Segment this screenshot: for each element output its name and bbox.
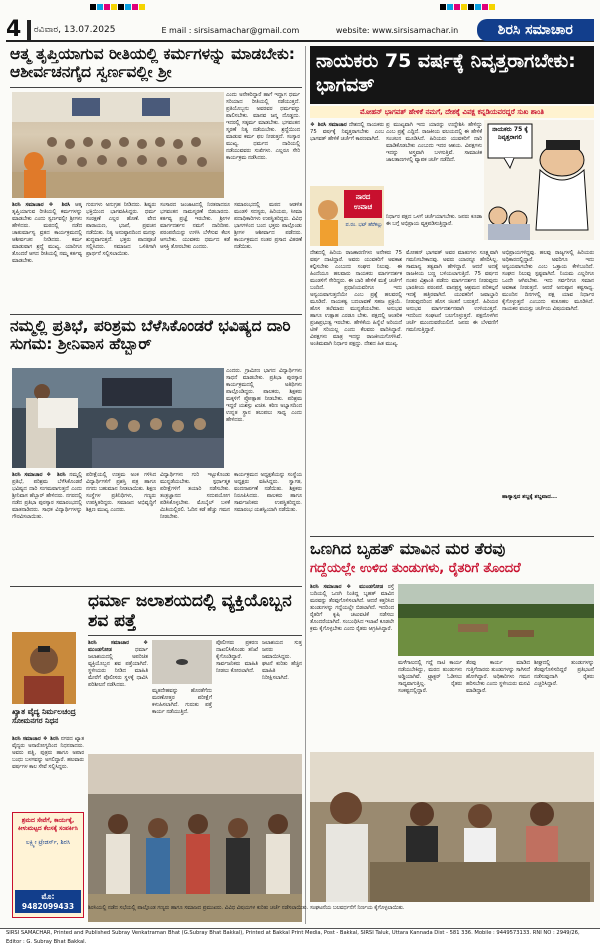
story4-headline: ಒಣಗಿದ ಬೃಹತ್ ಮಾವಿನ ಮರ ತೆರವು (310, 540, 506, 558)
story2-dateline: ❖ ಶಿರಸಿ ಸಮಾಚಾರ (310, 122, 347, 128)
story3-headline-box (10, 318, 302, 364)
story3-dateline: ಶಿರಸಿ ಸಮಾಚಾರ ❖ ಶಿರಸಿ (12, 472, 66, 478)
story3-col-4: ಕಾರ್ಯಕ್ರಮದ ಅಧ್ಯಕ್ಷತೆಯನ್ನು ಸಂಸ್ಥೆಯ ಅಧ್ಯಕ್ಷರು ವಹಿಸಿದ್ದರು. ಸ್ವಾಗತ, ವಂದನಾರ್ಪಣೆ ನಡೆಯಿತು. ಶಿಕ್ಷಕರು ನಿರೂಪಿಸಿದರು. ಪಾಲಕರು ಹಾಗೂ ಸಾರ್ವಜನಿಕರು ಉಪಸ್ಥಿತರಿದ್ದರು. ಸಮಾರಂಭ ಯಶಸ್ವಿಯಾಗಿ ನಡೆಯಿತು. (234, 472, 302, 513)
story2-tagline-box (502, 494, 594, 532)
story1-headline: ಆತ್ಮ ತೃಪ್ತಿಯಾಗುವ ರೀತಿಯಲ್ಲಿ ಕರ್ಮಗಳನ್ನು ಮಾಡಬೇಕು: ಆಶೀರ್ವಚನಗೈದ ಸ್ವರ್ಣವಲ್ಲೀ ಶ್ರೀ (10, 46, 295, 81)
obituary-text: ಶಿರಸಿ ಸಮಾಚಾರ ❖ ಶಿರಸಿ ನಗರದ ಖ್ಯಾತ ವೈದ್ಯರು ಅನಾರೋಗ್ಯದಿಂದ ನಿಧನರಾದರು. ಅವರು ಪತ್ನಿ, ಪುತ್ರರು ಹಾಗೂ ಅಪಾರ ಬಂಧು ಬಳಗವನ್ನು ಅಗಲಿದ್ದಾರೆ. ಹಲವಾರು ವರ್ಷಗಳ ಕಾಲ ಸೇವೆ ಸಲ್ಲಿಸಿದ್ದರು. (12, 736, 84, 770)
story4-col-4: ಶೀಘ್ರದಲ್ಲಿ ತುಂಡುಗಳನ್ನು ತೆರವುಗೊಳಿಸದಿದ್ದರೆ ಪ್ರತಿಭಟನೆ ನಡೆಸುವುದಾಗಿ ರೈತರು ಎಚ್ಚರಿಸಿದ್ದಾರೆ. (534, 660, 594, 687)
obituary-photo (12, 632, 76, 704)
issue-date: ರವಿವಾರ, 13.07.2025 (33, 25, 116, 35)
water-photo (152, 640, 212, 684)
seminar-hall-photo (12, 92, 224, 198)
story2-col-1: ದೇಶದಲ್ಲಿ ಹಿರಿಯ ರಾಜಕಾರಣಿಗಳು ಅನೇಕರು 75 ವರ್ಷ ದಾಟಿದ್ದಾರೆ. ಅವರು ಯುವಕರಿಗೆ ಅವಕಾಶ ಕಲ್ಪಿಸಬೇಕು ಎಂಬುದು ಸಂಘದ ನಿಲುವು. ಈ ಹಿಂದೆಯೂ ಹಲವಾರು ನಾಯಕರು ಮಾರ್ಗದರ್ಶಕ ಮಂಡಳಿಗೆ ಸೇರಿದ್ದರು. ಈ ಬಾರಿ ಹೇಳಿಕೆ ಮತ್ತೆ ಚರ್ಚೆಗೆ ಬಂದಿದೆ. ಪ್ರಧಾನಿಯವರಿಗೂ ಇದು ಅನ್ವಯವಾಗುತ್ತದೆಯೇ ಎಂಬ ಪ್ರಶ್ನೆ ಹಲವರಲ್ಲಿ ಮೂಡಿದೆ. ನಾಯಕತ್ವ ಬದಲಾವಣೆ ಸಹಜ ಪ್ರಕ್ರಿಯೆ. ಹೊಸ ತಲೆಮಾರು ಮುನ್ನಡೆಯಬೇಕು. ಅನುಭವ ಹಾಗೂ ಉತ್ಸಾಹ ಎರಡೂ ಬೇಕು. ಪಕ್ಷದಲ್ಲಿ ಆಂತರಿಕ ಪ್ರಜಾಪ್ರಭುತ್ವ ಇರಬೇಕು. ಹೇಳಿಕೆಯ ಹಿನ್ನೆಲೆ ಅರಿಯದೆ ಟೀಕೆ ಸರಿಯಲ್ಲ ಎಂದು ಕೆಲವರು ವಾದಿಸಿದ್ದಾರೆ. ವಿಪಕ್ಷಗಳು ಮಾತ್ರ ಇದನ್ನು ರಾಜಕೀಯಗೊಳಿಸಿವೆ. ಅಂತಿಮವಾಗಿ ನಿರ್ಧಾರ ಪಕ್ಷದ್ದು. ದೇಶದ ಹಿತ ಮುಖ್ಯ. (310, 250, 402, 347)
group-photo (88, 754, 302, 922)
story3-col-side: ಎಂದರು. ಗ್ರಾಮೀಣ ಭಾಗದ ವಿದ್ಯಾರ್ಥಿಗಳು ಸಾಧನೆ ಮಾಡಬೇಕು. ಪ್ರತಿಭಾ ಪುರಸ್ಕಾರ ಕಾರ್ಯಕ್ರಮದಲ್ಲಿ ಅತಿಥಿಗಳು ಪಾಲ್ಗೊಂಡಿದ್ದರು. ಪಾಲಕರು, ಶಿಕ್ಷಕರು ಮಕ್ಕಳಿಗೆ ಪ್ರೋತ್ಸಾಹ ನೀಡಬೇಕು. ಪರಿಶ್ರಮ ಇದ್ದರೆ ಯಶಸ್ಸು ಖಚಿತ. ಕಠಿಣ ಅಭ್ಯಾಸದಿಂದ ಉನ್ನತ ಸ್ಥಾನ ತಲುಪಲು ಸಾಧ್ಯ ಎಂದು ಹೇಳಿದರು. (226, 368, 302, 423)
page-footer (0, 928, 600, 946)
imprint-line: SIRSI SAMACHAR, Printed and Published Subray Venkatraman Bhat (G.Subray Bhat Bakkal), Printed at Bakkal Print Media, Post - Bakkal, SIRSI Taluk, Uttara Kannada Dist - 581 336. Mobile : 9449573133. RNI NO : 2949/26, Editor : G. Subray Bhat Bakkal. (6, 929, 580, 945)
story2-tagline: ಹಾಸ್ಯಾಸ್ಪದ ಶಬ್ದಕ್ಕೆ ಶಬ್ದವಾದ... (502, 494, 558, 500)
story3-headline: ನಮ್ಮಲ್ಲಿ ಪ್ರತಿಭೆ, ಪರಿಶ್ರಮ ಬೆಳೆಸಿಕೊಂಡರೆ ಭವಿಷ್ಯದ ದಾರಿ ಸುಗಮ: ಶ್ರೀನಿವಾಸ ಹೆಬ್ಬಾರ್ (10, 318, 291, 353)
story4-photo (398, 584, 594, 656)
story4-col-2: ಮಳೆಗಾಲದಲ್ಲಿ ಗದ್ದೆ ನಾಟಿ ಕಾರ್ಯ ನಡೆಯಬೇಕಿದ್ದು, ಮರದ ತುಂಡುಗಳು ಅಡ್ಡಿಯಾಗಿವೆ. ಟ್ರ್ಯಾಕ್ಟರ್ ಓಡಿಸಲು ಸಾಧ್ಯವಾಗುತ್ತಿಲ್ಲ. ರೈತರು ಸಂಕಷ್ಟದಲ್ಲಿದ್ದಾರೆ. (398, 660, 462, 694)
story2-col-2: ಮೋಹನ್ ಭಾಗವತ್ ಅವರ ಮಾತುಗಳು ಸೂಕ್ಷ್ಮವಾಗಿ ಗಮನಿಸಬೇಕಾದವು. ಅವರು ಯಾರನ್ನೂ ಹೆಸರಿಸಿಲ್ಲ. ಸಾಮಾನ್ಯ ತತ್ವವಾಗಿ ಹೇಳಿದ್ದಾರೆ. ಆದರೆ ಅದಕ್ಕೆ ರಾಜಕೀಯ ಬಣ್ಣ ಬಳಿಯಲಾಗುತ್ತಿದೆ. 75 ವರ್ಷದ ನಂತರ ವಿಶ್ರಾಂತಿ ಪಡೆದು ಮಾರ್ಗದರ್ಶನ ನೀಡುವುದು ಭಾರತೀಯ ಪರಂಪರೆ. ವಾನಪ್ರಸ್ಥ ಆಶ್ರಮದ ಪರಿಕಲ್ಪನೆ ಇದಕ್ಕೆ ಹತ್ತಿರವಾಗಿದೆ. ಯುವಕರಿಗೆ ಜವಾಬ್ದಾರಿ ನೀಡುವುದರಿಂದ ಹೊಸ ಚಿಂತನೆ ಬರುತ್ತದೆ. ಹಿರಿಯರ ಅನುಭವ ಮಾರ್ಗದರ್ಶನವಾಗಿ ಉಳಿಯುತ್ತದೆ. ಇದರಿಂದ ಸಂಘಟನೆ ಬಲಗೊಳ್ಳುತ್ತದೆ. ಪಕ್ಷದೊಳಗಿನ ಚರ್ಚೆ ಮುಂದುವರೆಯಲಿದೆ. ಜನರು ಈ ಬೆಳವಣಿಗೆ ಗಮನಿಸುತ್ತಿದ್ದಾರೆ. (406, 250, 498, 333)
story1-col-2: ಗುರುಗಳು ಅನುಗ್ರಹ ನೀಡಿದರು. ಶಿಷ್ಯರು ಭಕ್ತಿಯಿಂದ ಭಾಗವಹಿಸಿದ್ದರು. ಧರ್ಮ ಸಂರಕ್ಷಣೆ ಎಲ್ಲರ ಹೊಣೆ. ವೇದ ಪಾರಾಯಣ, ಭಜನೆ, ಪ್ರವಚನ ನಡೆಯಿತು. ನಿತ್ಯ ಅನುಷ್ಠಾನದಿಂದ ಮನಸ್ಸು ಶುದ್ಧವಾಗುತ್ತದೆ. ಭಕ್ತರು ಪಾದಪೂಜೆ ಸಲ್ಲಿಸಿದರು. ಸಮಾಜದ ಒಳಿತಿಗಾಗಿ ಪ್ರಾರ್ಥನೆ ಸಲ್ಲಿಸಲಾಯಿತು. (86, 202, 156, 257)
story2-col-2-top: ಪ್ರ ಮುಖ್ಯವಾಗಿ ಇದು ಯಾರನ್ನು ಉದ್ದೇಶಿಸಿ ಹೇಳಿದ್ದು ಎಂಬ ಪ್ರಶ್ನೆ ಎದ್ದಿದೆ. ರಾಜಕೀಯ ವಲಯದಲ್ಲಿ ಈ ಹೇಳಿಕೆ ಸಂಚಲನ ಮೂಡಿಸಿದೆ. ಹಿರಿಯರು ಯುವಕರಿಗೆ ದಾರಿ ಮಾಡಿಕೊಡಬೇಕು ಎಂಬುದು ಇದರ ಆಶಯ. ವಿಪಕ್ಷಗಳು ಇದನ್ನು ಅಸ್ತ್ರವಾಗಿ ಬಳಸುತ್ತಿವೆ. ಸಾಮಾಜಿಕ ಜಾಲತಾಣಗಳಲ್ಲಿ ವ್ಯಾಪಕ ಚರ್ಚೆ ನಡೆದಿದೆ. (386, 122, 482, 163)
page-header (6, 17, 594, 42)
cartoon (484, 120, 594, 240)
award-ceremony-photo (12, 368, 224, 468)
bottom-group-photo (310, 752, 594, 902)
story5-col-4: ಜಲಾಶಯದ ಸುತ್ತ ಜನರು ಜಮಾಯಿಸಿದ್ದರು. ಘಟನೆ ಕುರಿತು ಹೆಚ್ಚಿನ ಮಾಹಿತಿ ನಿರೀಕ್ಷಿಸಲಾಗಿದೆ. (262, 640, 302, 681)
email-address[interactable]: E mail : sirsisamachar@gmail.com (161, 25, 300, 35)
header-divider (27, 20, 31, 40)
story5-col-2: ಮೃತದೇಹವನ್ನು ಹೊರತೆಗೆದು ಮರಣೋತ್ತರ ಪರೀಕ್ಷೆಗೆ ಕಳುಹಿಸಲಾಗಿದೆ. ಗುರುತು ಪತ್ತೆ ಕಾರ್ಯ ನಡೆಯುತ್ತಿದೆ. (152, 688, 212, 715)
story3-col-3: ವಿದ್ಯಾರ್ಥಿಗಳು ಗುರಿ ಇಟ್ಟುಕೊಂಡು ಮುನ್ನಡೆಯಬೇಕು. ಸ್ಪರ್ಧಾತ್ಮಕ ಪರೀಕ್ಷೆಗಳಿಗೆ ತಯಾರಿ ನಡೆಸಬೇಕು. ತಂತ್ರಜ್ಞಾನದ ಸದುಪಯೋಗ ಪಡಿಸಿಕೊಳ್ಳಬೇಕು. ಮೊಬೈಲ್ ಬಳಕೆ ಮಿತಿಯಲ್ಲಿರಲಿ. ಓದಿನ ಕಡೆ ಹೆಚ್ಚು ಗಮನ ನೀಡಬೇಕು. (160, 472, 230, 520)
story4-subhead: ಗದ್ದೆಯಲ್ಲೇ ಉಳಿದ ತುಂಡುಗಳು, ರೈತರಿಗೆ ತೊಂದರೆ (310, 562, 521, 576)
narada-column-box (310, 186, 384, 246)
story1-dateline: ಶಿರಸಿ ಸಮಾಚಾರ ❖ ಶಿರಸಿ (12, 202, 71, 208)
story2-subhead: ಮೋಹನ್ ಭಾಗವತ್ ಹೇಳಿಕೆ ನಮಗೆ, ದೇಶಕ್ಕೆ ವಿಪಕ್ಷ ಕನ್ನಡಿಯವರದ್ದರೆ ಸುಖ ಶಾಂತಿ (360, 108, 544, 116)
story2-col-2-mid: ನಿರ್ಧಾರ ಪಕ್ಷದ ಒಳಗೆ ಚರ್ಚೆಯಾಗಬೇಕು. ಜನರು ಕೂಡಾ ಈ ಬಗ್ಗೆ ಅಭಿಪ್ರಾಯ ವ್ಯಕ್ತಪಡಿಸುತ್ತಿದ್ದಾರೆ. (386, 214, 482, 227)
portrait-photo (12, 632, 76, 704)
story2-col-3: ಅಭಿಪ್ರಾಯಗಳಿದ್ದವು. ಹಲವು ರಾಜ್ಯಗಳಲ್ಲಿ ಹಿರಿಯರು ಅಧಿಕಾರದಲ್ಲಿದ್ದಾರೆ. ಅವರಿಗೂ ಇದು ಅನ್ವಯವಾಗಬೇಕು ಎಂಬ ಒತ್ತಾಯ ಕೇಳಿಬಂದಿದೆ. ಸಂಘದ ನಿಲುವು ಸ್ಪಷ್ಟವಾಗಿದೆ. ನಿಯಮ ಎಲ್ಲರಿಗೂ ಒಂದೇ ಆಗಿರಬೇಕು. ಇದು ಸರ್ವರಿಗೂ ಸಮಾನ ಅವಕಾಶ ನೀಡುತ್ತದೆ. ಆದರೆ ಅನುಷ್ಠಾನ ಕಷ್ಟಸಾಧ್ಯ. ಮುಂದಿನ ದಿನಗಳಲ್ಲಿ ಪಕ್ಷ ಯಾವ ನಿರ್ಧಾರ ಕೈಗೊಳ್ಳುತ್ತದೆ ಎಂಬುದು ಕುತೂಹಲ ಮೂಡಿಸಿದೆ. ನಾಯಕರ ವಯಸ್ಸು ಚರ್ಚೆಯ ವಿಷಯವಾಗಿದೆ. (502, 250, 594, 312)
columnist: ಪ.ರಂ. ಭಟ್ ಹೆರೆಕಲ್ಲು (345, 222, 383, 228)
story4-dateline: ಶಿರಸಿ ಸಮಾಚಾರ ❖ ಮುಂಡಗೋಡ (310, 584, 383, 590)
obituary-title: ಖ್ಯಾತ ವೈದ್ಯ ನಿರ್ಮಲಚಂದ್ರ ಸೋಮನಗರ ನಿಧನ (12, 708, 76, 725)
color-registration-bar (440, 4, 496, 10)
story5-group-photo (88, 754, 302, 922)
story4-col-3: ತೆರವು ಕಾರ್ಯ ಮಾಡಿದ ಗುತ್ತಿಗೆದಾರರು ತುಂಡುಗಳನ್ನು ಸಾಗಿಸದೆ ಹೋಗಿದ್ದಾರೆ. ಅಧಿಕಾರಿಗಳು ಗಮನ ಹರಿಸಬೇಕು ಎಂದು ಸ್ಥಳೀಯರು ಮನವಿ ಮಾಡಿದ್ದಾರೆ. (466, 660, 530, 694)
story5-inset-photo (152, 640, 212, 684)
ad-phone[interactable]: ಮೊ: 9482099433 (15, 890, 81, 913)
obituary-dateline: ಶಿರಸಿ ಸಮಾಚಾರ ❖ ಶಿರಸಿ (12, 736, 59, 742)
column-title: ನಾರದ ಉವಾಚ (353, 193, 373, 211)
story1-col-side: ಎಂದು ಅನೇಕರಿದ್ದಾರೆ ಹಾಗೆ ಇದ್ದಾಗ ಧರ್ಮ ಸರಿಯಾದ ರೀತಿಯಲ್ಲಿ ನಡೆಯುತ್ತದೆ. ಪ್ರತಿಯೊಬ್ಬನು ಅವರವರ ಧರ್ಮವನ್ನು ಪಾಲಿಸಬೇಕು. ಮಾನವ ಜನ್ಮ ದೊಡ್ಡದು. ಇದರಲ್ಲಿ ಸತ್ಕರ್ಮ ಮಾಡಬೇಕು. ಭಗವಂತನ ಸ್ಮರಣೆ ನಿತ್ಯ ನಡೆಯಬೇಕು. ಶ್ರದ್ಧೆಯಿಂದ ಮಾಡುವ ಕರ್ಮ ಫಲ ನೀಡುತ್ತದೆ. ಸಂಸ್ಕಾರ ಮುಖ್ಯ. ಧರ್ಮದ ದಾರಿಯಲ್ಲಿ ನಡೆಯುವವರು ಸುಖಿಗಳು. ಎಲ್ಲರೂ ಸೇರಿ ಕಾರ್ಯಕ್ರಮ ನಡೆಸಿದರು. (226, 92, 300, 161)
story4-subhead-box (310, 562, 594, 580)
obituary-title-box (12, 708, 84, 734)
story4-col-1: ಶಿರಸಿ ಸಮಾಚಾರ ❖ ಮುಂಡಗೋಡ ರಸ್ತೆ ಬದಿಯಲ್ಲಿ ಒಣಗಿ ನಿಂತಿದ್ದ ಬೃಹತ್ ಮಾವಿನ ಮರವನ್ನು ತೆರವುಗೊಳಿಸಲಾಗಿದೆ. ಆದರೆ ಕತ್ತರಿಸಿದ ತುಂಡುಗಳನ್ನು ಗದ್ದೆಯಲ್ಲೇ ಬಿಡಲಾಗಿದೆ. ಇದರಿಂದ ರೈತರಿಗೆ ಕೃಷಿ ಚಟುವಟಿಕೆ ನಡೆಸಲು ತೊಂದರೆಯಾಗಿದೆ. ಸಂಬಂಧಿಸಿದ ಇಲಾಖೆ ಕೂಡಲೇ ಕ್ರಮ ಕೈಗೊಳ್ಳಬೇಕು ಎಂದು ರೈತರು ಆಗ್ರಹಿಸಿದ್ದಾರೆ. (310, 584, 394, 632)
advertisement-box[interactable] (12, 812, 84, 918)
meeting-photo (310, 752, 594, 902)
ad-text: ಶ್ರಮದ ಸೇವೆಗೆ, ಕಾರ್ಯಕ್ಕೆ, ಕೀಳುಮಟ್ಟದ ಕೆಲಸಕ್ಕೆ ಸಂಪರ್ಕಿಸಿ (18, 817, 78, 832)
divider (10, 586, 302, 587)
divider (10, 314, 302, 315)
divider (310, 536, 594, 537)
column-divider (305, 46, 306, 924)
cartoon-label: ನಾಯಕರು 75 ಕ್ಕೆ ನಿವೃತ್ತರಾಗಲಿ (492, 126, 528, 141)
story2-headline-box (310, 46, 594, 104)
story1-photo (12, 92, 224, 198)
masthead-logo: ಶಿರಸಿ ಸಮಾಚಾರ (477, 19, 594, 41)
story3-col-2: ಪರೀಕ್ಷೆಯಲ್ಲಿ ಉತ್ತಮ ಅಂಕ ಗಳಿಸಿದ ವಿದ್ಯಾರ್ಥಿಗಳಿಗೆ ಪ್ರಶಸ್ತಿ ಪತ್ರ ಹಾಗೂ ನಗದು ಬಹುಮಾನ ನೀಡಲಾಯಿತು. ಶಿಕ್ಷಣ ಸಂಸ್ಥೆಗಳ ಪ್ರತಿನಿಧಿಗಳು, ಗಣ್ಯರು ಉಪಸ್ಥಿತರಿದ್ದರು. ಸಮಾಜದ ಅಭಿವೃದ್ಧಿಗೆ ಶಿಕ್ಷಣ ಮುಖ್ಯ ಎಂದರು. (86, 472, 156, 513)
color-registration-bar (90, 4, 146, 10)
story4-headline-box (310, 540, 594, 560)
story2-subhead-box (310, 106, 594, 118)
story5-headline-box (88, 592, 302, 636)
photo-caption: ಶಿರಸಿಯಲ್ಲಿ ನಡೆದ ಸಭೆಯಲ್ಲಿ ಪಾಲ್ಗೊಂಡ ಗಣ್ಯರು ಹಾಗೂ ಸಮಾಜದ ಪ್ರಮುಖರು. ವಿವಿಧ ವಿಷಯಗಳ ಕುರಿತು ಚರ್ಚೆ ನಡೆಸಲಾಯಿತು. ಸಂಘಟನೆಯ ಬಲವರ್ಧನೆಗೆ ನಿರ್ಣಯ ಕೈಗೊಳ್ಳಲಾಯಿತು. (88, 905, 405, 911)
story5-dateline: ಶಿರಸಿ ಸಮಾಚಾರ ❖ ಮುಂಡಗೋಡ (88, 640, 148, 653)
story1-col-1: ಶಿರಸಿ ಸಮಾಚಾರ ❖ ಶಿರಸಿ ಆತ್ಮ ತೃಪ್ತಿಯಾಗುವ ರೀತಿಯಲ್ಲಿ ಕರ್ಮಗಳನ್ನು ಮಾಡಬೇಕು ಎಂದು ಸ್ವರ್ಣವಲ್ಲೀ ಶ್ರೀಗಳು ಹೇಳಿದರು. ಮಠದಲ್ಲಿ ನಡೆದ ಚಾತುರ್ಮಾಸ್ಯ ವ್ರತದ ಕಾರ್ಯಕ್ರಮದಲ್ಲಿ ಆಶೀರ್ವಚನ ನೀಡಿದರು. ಕರ್ಮ ಮಾಡುವಾಗ ಶ್ರದ್ಧೆ ಮುಖ್ಯ. ಯಾರಿಗೂ ತೊಂದರೆ ಆಗದ ರೀತಿಯಲ್ಲಿ ನಮ್ಮ ಕರ್ತವ್ಯ ಮಾಡಬೇಕು. (12, 202, 82, 264)
story5-headline: ಧರ್ಮಾ ಜಲಾಶಯದಲ್ಲಿ ವ್ಯಕ್ತಿಯೊಬ್ಬನ ಶವ ಪತ್ತೆ (88, 592, 292, 631)
page-number: 4 (6, 17, 22, 42)
website-link[interactable]: website: www.sirsisamachar.in (335, 25, 459, 35)
story1-col-3: ಸಂಸಾರದ ಜಂಜಾಟದಲ್ಲಿ ನಿರತರಾದರೂ ಭಗವಂತನ ನಾಮಸ್ಮರಣೆ ಬಿಡಬಾರದು. ಕರ್ತವ್ಯ ಪ್ರಜ್ಞೆ ಇರಬೇಕು. ಶ್ರೀಗಳ ಮಾರ್ಗದರ್ಶನ ನಮಗೆ ದಾರಿದೀಪ. ಪರಂಪರೆಯನ್ನು ಉಳಿಸಿ ಬೆಳೆಸುವ ಕೆಲಸ ಆಗಬೇಕು. ಯುವಕರು ಧರ್ಮದ ಕಡೆ ಆಸಕ್ತಿ ತೋರಬೇಕು ಎಂದರು. (160, 202, 230, 250)
ad-sub: ಲಕ್ಷ್ಮೀ ಟ್ರೇಡರ್ಸ್, ಶಿರಸಿ (25, 839, 71, 846)
story2-col-1-top: ❖ ಶಿರಸಿ ಸಮಾಚಾರ ದೇಶದಲ್ಲಿ ನಾಯಕರು 75 ವರ್ಷಕ್ಕೆ ನಿವೃತ್ತರಾಗಬೇಕು ಎಂಬ ಭಾಗವತ್ ಹೇಳಿಕೆ ಚರ್ಚೆಗೆ ಕಾರಣವಾಗಿದೆ. (310, 122, 384, 142)
story5-col-1: ಶಿರಸಿ ಸಮಾಚಾರ ❖ ಮುಂಡಗೋಡ ಧರ್ಮಾ ಜಲಾಶಯದಲ್ಲಿ ಅಪರಿಚಿತ ವ್ಯಕ್ತಿಯೊಬ್ಬನ ಶವ ಪತ್ತೆಯಾಗಿದೆ. ಸ್ಥಳೀಯರು ನೀಡಿದ ಮಾಹಿತಿ ಮೇರೆಗೆ ಪೊಲೀಸರು ಸ್ಥಳಕ್ಕೆ ಧಾವಿಸಿ ಪರಿಶೀಲನೆ ನಡೆಸಿದರು. (88, 640, 148, 688)
story2-headline: ನಾಯಕರು 75 ವರ್ಷಕ್ಕೆ ನಿವೃತ್ತರಾಗಬೇಕು: ಭಾಗವತ್ (316, 50, 576, 96)
story1-headline-box (10, 46, 302, 88)
story3-col-1: ಶಿರಸಿ ಸಮಾಚಾರ ❖ ಶಿರಸಿ ನಮ್ಮಲ್ಲಿ ಪ್ರತಿಭೆ, ಪರಿಶ್ರಮ ಬೆಳೆಸಿಕೊಂಡರೆ ಭವಿಷ್ಯದ ದಾರಿ ಸುಗಮವಾಗುತ್ತದೆ ಎಂದು ಶ್ರೀನಿವಾಸ ಹೆಬ್ಬಾರ್ ಹೇಳಿದರು. ನಗರದಲ್ಲಿ ನಡೆದ ಪ್ರತಿಭಾ ಪುರಸ್ಕಾರ ಸಮಾರಂಭದಲ್ಲಿ ಮಾತನಾಡಿದರು. ಸಾಧಕ ವಿದ್ಯಾರ್ಥಿಗಳನ್ನು ಗೌರವಿಸಲಾಯಿತು. (12, 472, 82, 520)
field-photo (398, 584, 594, 656)
story5-col-3: ಪೊಲೀಸರು ಪ್ರಕರಣ ದಾಖಲಿಸಿಕೊಂಡು ತನಿಖೆ ಕೈಗೊಂಡಿದ್ದಾರೆ. ಸಾರ್ವಜನಿಕರು ಮಾಹಿತಿ ನೀಡಲು ಕೋರಲಾಗಿದೆ. (216, 640, 258, 674)
story1-col-4: ಸಮಾರಂಭದಲ್ಲಿ ಮಠದ ಆಡಳಿತ ಮಂಡಳಿ ಸದಸ್ಯರು, ಹಿರಿಯರು, ಸೀಮಾ ಪದಾಧಿಕಾರಿಗಳು ಉಪಸ್ಥಿತರಿದ್ದರು. ವಿವಿಧ ಭಾಗಗಳಿಂದ ಬಂದ ಭಕ್ತರು ಪಾಲ್ಗೊಂಡು ಶ್ರೀಗಳ ಆಶೀರ್ವಾದ ಪಡೆದರು. ಕಾರ್ಯಕ್ರಮದ ನಂತರ ಪ್ರಸಾದ ವಿತರಣೆ ನಡೆಯಿತು. (234, 202, 302, 250)
story3-photo (12, 368, 224, 468)
